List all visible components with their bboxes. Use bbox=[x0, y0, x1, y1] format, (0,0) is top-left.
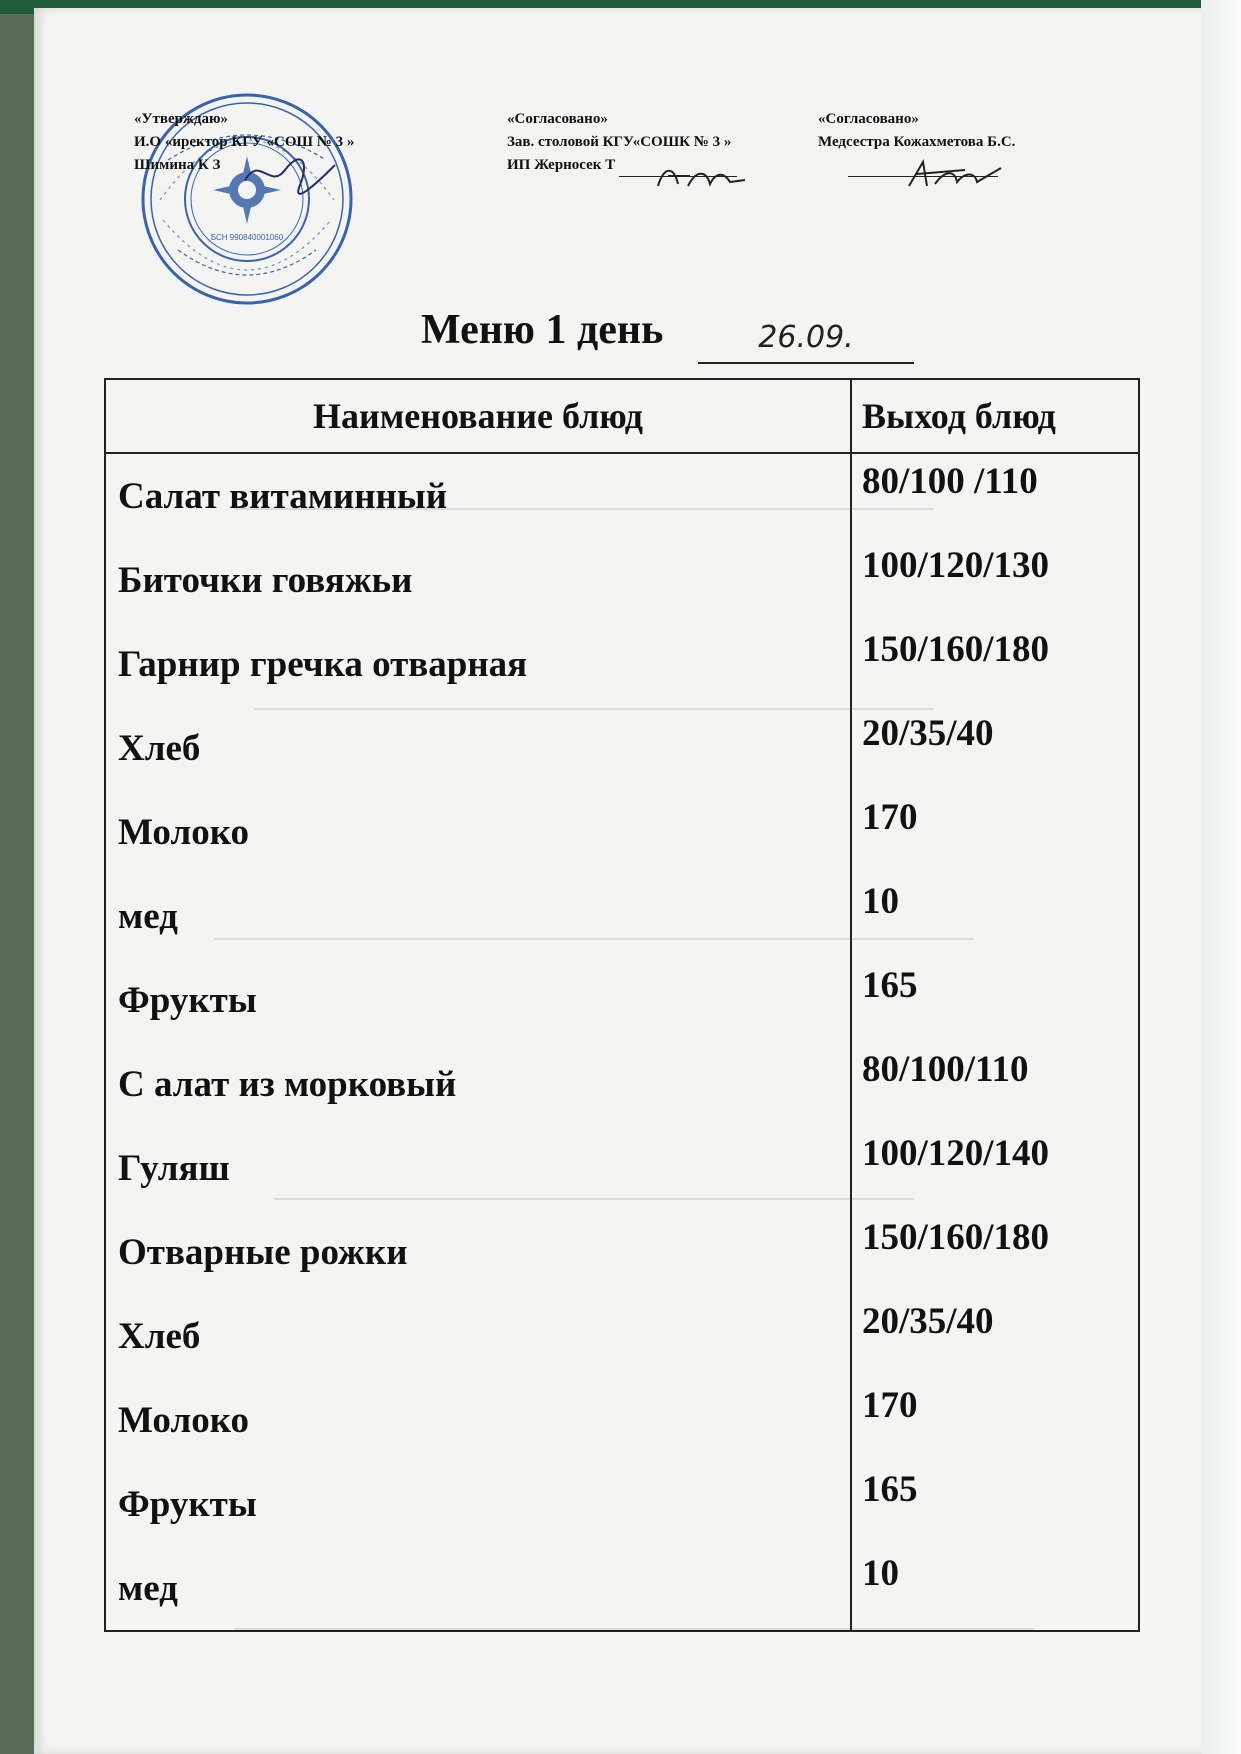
dish-name: мед bbox=[105, 1546, 851, 1631]
dish-yield: 80/100 /110 bbox=[862, 461, 1038, 502]
approval-nurse-title: Медсестра Кожахметова Б.С. bbox=[818, 134, 1016, 150]
approval-director-heading: «Утверждаю» bbox=[134, 111, 228, 127]
canteen-signature bbox=[650, 160, 750, 196]
dish-name: Хлеб bbox=[105, 706, 851, 790]
dish-yield: 20/35/40 bbox=[862, 713, 994, 754]
dish-name: Отварные рожки bbox=[105, 1210, 851, 1294]
dish-name: Гарнир гречка отварная bbox=[105, 622, 851, 706]
table-row bbox=[105, 706, 1139, 790]
dish-yield: 165 bbox=[862, 965, 918, 1006]
approval-canteen-heading: «Согласовано» bbox=[507, 111, 608, 127]
menu-table bbox=[104, 378, 1140, 1632]
dish-name: Молоко bbox=[105, 790, 851, 874]
table-row bbox=[105, 538, 1139, 622]
menu-date: 26.09. bbox=[698, 318, 914, 364]
stamp-text: БСН 990840001060 bbox=[210, 233, 284, 242]
table-row bbox=[105, 958, 1139, 1042]
table-header-row bbox=[105, 379, 1139, 453]
dish-name: Гуляш bbox=[105, 1126, 851, 1210]
table-row bbox=[105, 1378, 1139, 1462]
approval-nurse-heading: «Согласовано» bbox=[818, 111, 919, 127]
approval-canteen-title: Зав. столовой КГУ«СОШК № 3 » bbox=[507, 134, 732, 150]
dish-name: мед bbox=[105, 874, 851, 958]
column-header-dish: Наименование блюд bbox=[105, 379, 851, 453]
column-header-yield: Выход блюд bbox=[851, 379, 1139, 453]
dish-name: Салат витаминный bbox=[105, 453, 851, 538]
table-row bbox=[105, 874, 1139, 958]
approval-director-name: Шимина К З bbox=[134, 157, 221, 173]
dish-yield: 10 bbox=[862, 881, 899, 922]
table-row bbox=[105, 1210, 1139, 1294]
table-row bbox=[105, 453, 1139, 538]
dish-yield: 170 bbox=[862, 1385, 918, 1426]
table-row bbox=[105, 1462, 1139, 1546]
table-row bbox=[105, 1042, 1139, 1126]
dish-name: Хлеб bbox=[105, 1294, 851, 1378]
director-signature bbox=[240, 150, 340, 196]
table-row bbox=[105, 790, 1139, 874]
dish-name: Фрукты bbox=[105, 1462, 851, 1546]
dish-name: Биточки говяжьи bbox=[105, 538, 851, 622]
table-row bbox=[105, 622, 1139, 706]
nurse-signature bbox=[905, 156, 1005, 194]
dish-name: Фрукты bbox=[105, 958, 851, 1042]
dish-yield: 20/35/40 bbox=[862, 1301, 994, 1342]
dish-yield: 150/160/180 bbox=[862, 629, 1050, 670]
menu-title: Меню 1 день bbox=[421, 307, 664, 353]
dish-yield: 165 bbox=[862, 1469, 918, 1510]
dish-yield: 170 bbox=[862, 797, 918, 838]
dish-yield: 80/100/110 bbox=[862, 1049, 1029, 1090]
dish-yield: 10 bbox=[862, 1553, 899, 1594]
dish-name: С алат из морковый bbox=[105, 1042, 851, 1126]
dish-yield: 100/120/140 bbox=[862, 1133, 1050, 1174]
page-edge-shadow bbox=[1201, 0, 1241, 1754]
table-row bbox=[105, 1126, 1139, 1210]
table-row bbox=[105, 1294, 1139, 1378]
dish-yield: 100/120/130 bbox=[862, 545, 1050, 586]
approval-canteen-name: ИП Жерносек Т bbox=[507, 157, 616, 173]
table-row bbox=[105, 1546, 1139, 1631]
dish-name: Молоко bbox=[105, 1378, 851, 1462]
approval-director-title: И.О «иректор КГУ «СОШ № 3 » bbox=[134, 134, 355, 150]
dish-yield: 150/160/180 bbox=[862, 1217, 1050, 1258]
